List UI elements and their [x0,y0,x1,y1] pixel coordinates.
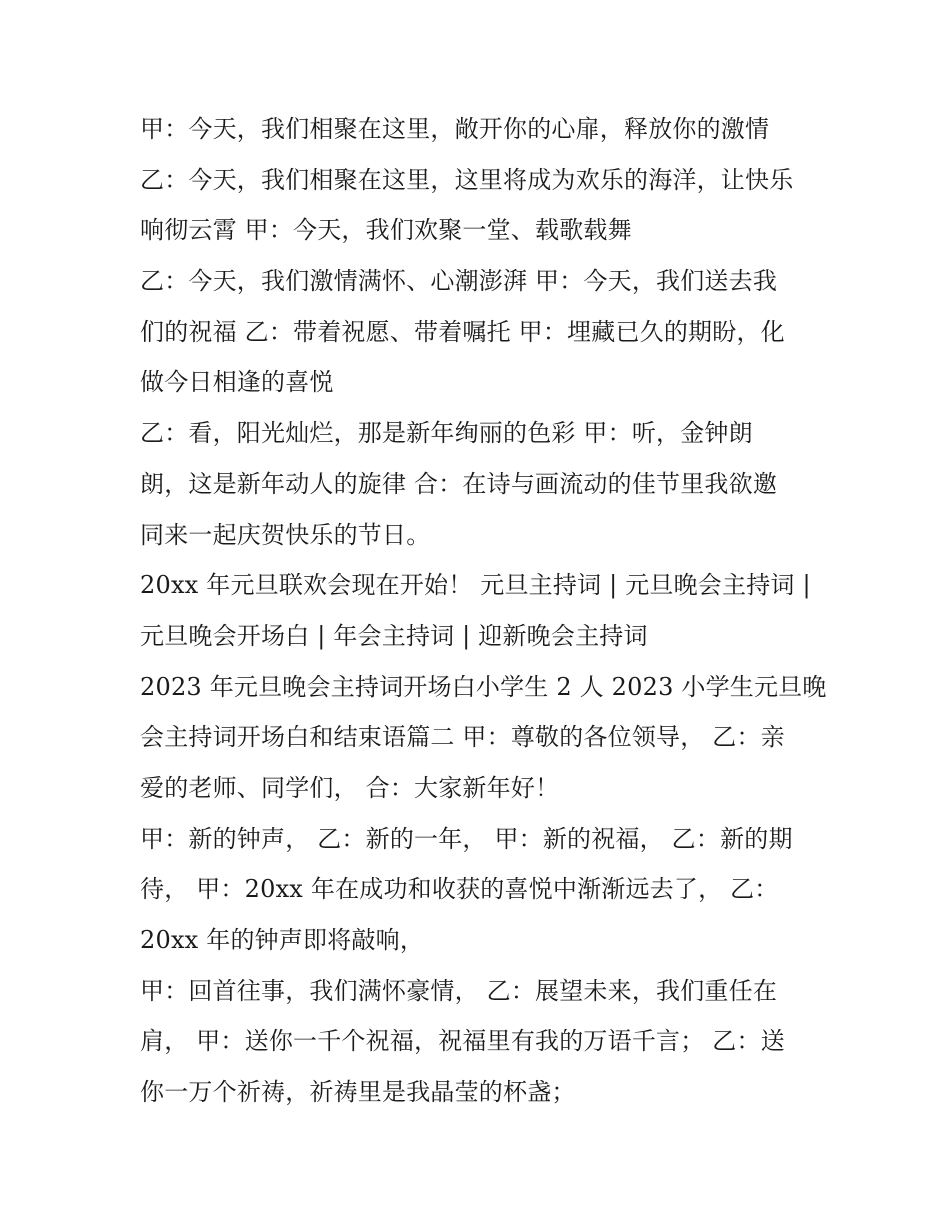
text-line: 响彻云霄 甲：今天，我们欢聚一堂、载歌载舞 [140,216,632,245]
text-line: 甲：今天，我们相聚在这里，敞开你的心扉，释放你的激情 [140,115,770,143]
text-line: 会主持词开场白和结束语篇二 甲：尊敬的各位领导， 乙：亲 [140,723,785,752]
text-line: 肩， 甲：送你一千个祝福，祝福里有我的万语千言； 乙：送 [140,1027,785,1056]
text-line: 元旦晚会开场白 | 年会主持词 | 迎新晚会主持词 [140,621,648,650]
text-line: 乙：今天，我们相聚在这里，这里将成为欢乐的海洋，让快乐 [140,165,794,194]
text-line: 待， 甲：20xx 年在成功和收获的喜悦中渐渐远去了， 乙： [140,875,779,904]
text-line: 甲：新的钟声， 乙：新的一年， 甲：新的祝福， 乙：新的期 [140,824,793,853]
document-body [140,104,827,1118]
text-line: 们的祝福 乙：带着祝愿、带着嘱托 甲：埋藏已久的期盼，化 [140,317,785,346]
text-line: 你一万个祈祷，祈祷里是我晶莹的杯盏； [140,1078,576,1107]
text-line: 甲：回首往事，我们满怀豪情， 乙：展望未来，我们重任在 [140,976,778,1005]
text-line: 2023 年元旦晚会主持词开场白小学生 2 人 2023 小学生元旦晚 [140,672,827,701]
text-line: 乙：看，阳光灿烂，那是新年绚丽的色彩 甲：听，金钟朗 [140,419,753,448]
text-line: 做今日相逢的喜悦 [140,368,334,397]
text-line: 爱的老师、同学们， 合：大家新年好！ [140,773,560,802]
text-line: 朗，这是新年动人的旋律 合：在诗与画流动的佳节里我欲邀 [140,469,778,498]
text-line: 20xx 年的钟声即将敲响， [140,926,425,954]
text-line: 乙：今天，我们激情满怀、心潮澎湃 甲：今天，我们送去我 [140,267,778,296]
text-line: 同来一起庆贺快乐的节日。 [140,520,431,549]
text-line: 20xx 年元旦联欢会现在开始！ 元旦主持词 | 元旦晚会主持词 | [140,571,811,600]
